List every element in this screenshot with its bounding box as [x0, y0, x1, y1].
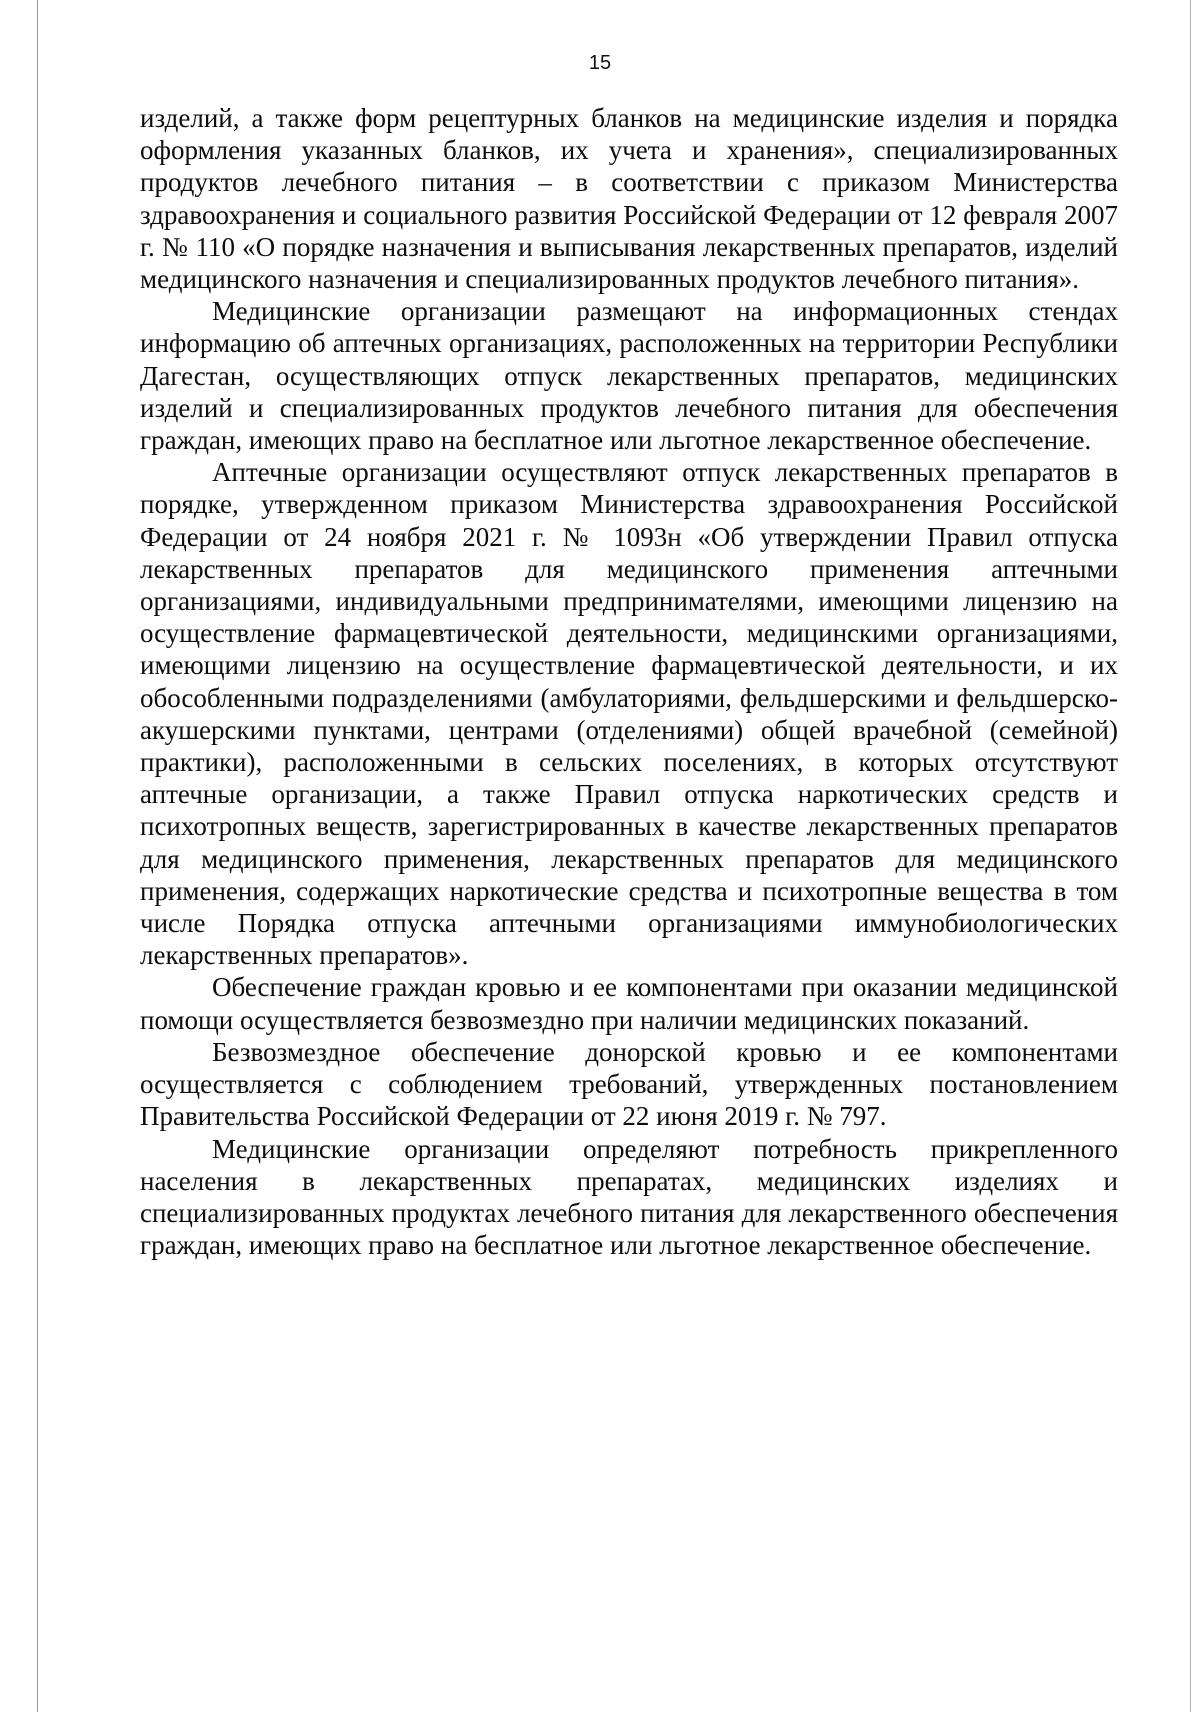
body-text — [140, 102, 1118, 1261]
paragraph-4: Обеспечение граждан кровью и ее компонентами при оказании медицинской помощи осуществляется безвозмездно при наличии медицинских показаний. — [140, 972, 1118, 1035]
page-number: 15 — [588, 52, 612, 74]
paragraph-3: Аптечные организации осуществляют отпуск лекарственных препаратов в порядке, утвержденном приказом Министерства здравоохранения Российской Федерации от 24 ноября 2021 г. № 1093н «Об утверждении Правил отпуска лекарственных препаратов для медицинского применения аптечными организациями, индивидуальными предпринимателями, имеющими лицензию на осуществление фармацевтической деятельности, медицинскими организациями, имеющими лицензию на осуществление фармацевтической деятельности, и их обособленными подразделениями (амбулаториями, фельдшерскими и фельдшерско-акушерскими пунктами, центрами (отделениями) общей врачебной (семейной) практики), расположенными в сельских поселениях, в которых отсутствуют аптечные организации, а также Правил отпуска наркотических средств и психотропных веществ, зарегистрированных в качестве лекарственных препаратов для медицинского применения, лекарственных препаратов для медицинского применения, содержащих наркотические средства и психотропные вещества в том числе Порядка отпуска аптечными организациями иммунобиологических лекарственных препаратов». — [140, 457, 1118, 971]
paragraph-2: Медицинские организации размещают на информационных стендах информацию об аптечных организациях, расположенных на территории Республики Дагестан, осуществляющих отпуск лекарственных препаратов, медицинских изделий и специализированных продуктов лечебного питания для обеспечения граждан, имеющих право на бесплатное или льготное лекарственное обеспечение. — [140, 296, 1118, 456]
scan-edge-right — [1190, 0, 1191, 1712]
scan-edge-left — [37, 0, 38, 1712]
paragraph-5: Безвозмездное обеспечение донорской кровью и ее компонентами осуществляется с соблюдением требований, утвержденных постановлением Правительства Российской Федерации от 22 июня 2019 г. № 797. — [140, 1036, 1118, 1132]
paragraph-6: Медицинские организации определяют потребность прикрепленного населения в лекарственных препаратах, медицинских изделиях и специализированных продуктах лечебного питания для лекарственного обеспечения граждан, имеющих право на бесплатное или льготное лекарственное обеспечение. — [140, 1133, 1118, 1261]
paragraph-1: изделий, а также форм рецептурных бланков на медицинские изделия и порядка оформления указанных бланков, их учета и хранения», специализированных продуктов лечебного питания – в соответствии с приказом Министерства здравоохранения и социального развития Российской Федерации от 12 февраля 2007 г. № 110 «О порядке назначения и выписывания лекарственных препаратов, изделий медицинского назначения и специализированных продуктов лечебного питания». — [140, 103, 1118, 295]
